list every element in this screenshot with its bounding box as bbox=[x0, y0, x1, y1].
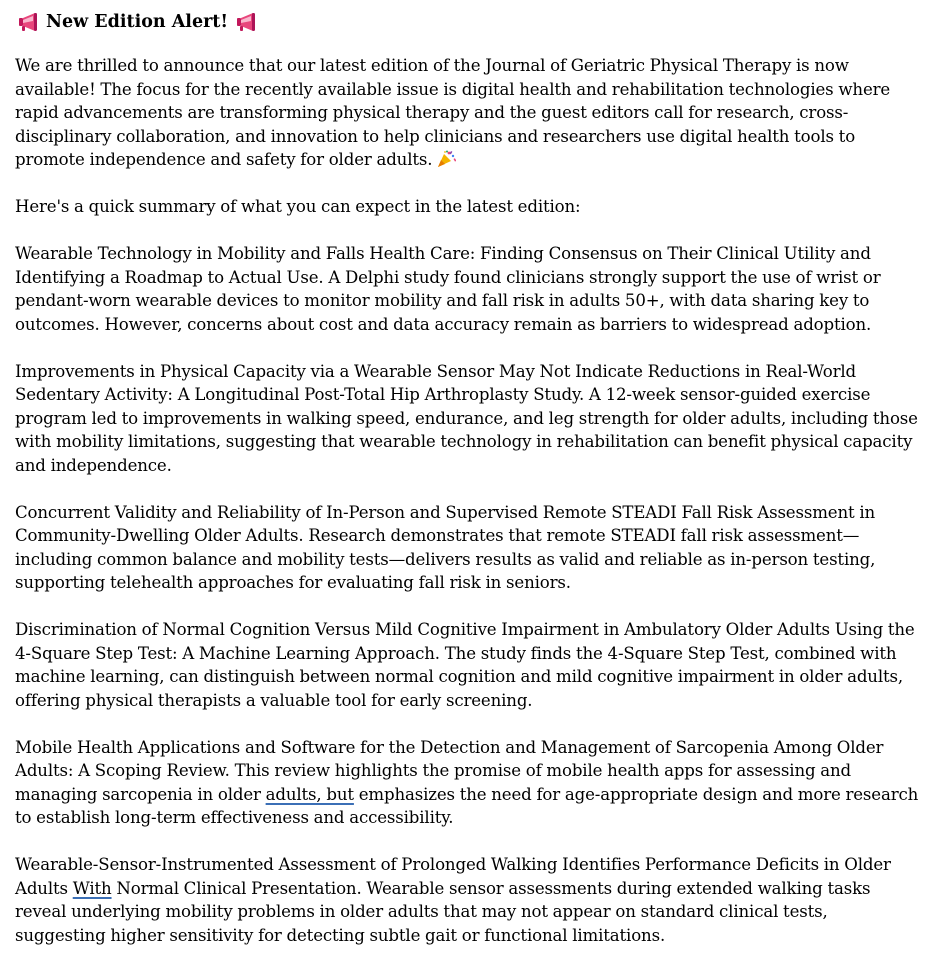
article-summary: Improvements in Physical Capacity via a Wearable Sensor May Not Indicate Reductions in Real-World Sedentary Activity: A Longitudinal Post-Total Hip Arthroplasty Study. A 12-week sensor-guided exercise program led to improvements in walking speed, endurance, and leg strength for older adults, including those with mobility limitations, suggesting that wearable technology in rehabilitation can benefit physical capacity and independence. bbox=[15, 361, 918, 475]
article-text-start: Wearable-Sensor-Instrumented Assessment of Prolonged Walking Identifies Performance Deficits in Older Adults bbox=[15, 855, 891, 898]
grammar-flag[interactable]: With bbox=[72, 878, 112, 898]
article-text-start: Mobile Health Applications and Software for the Detection and Management of Sarcopenia Among Older Adults: A Scoping Review. This review highlights the promise of mobile health apps for assessing and managing sarcopenia in older bbox=[15, 737, 884, 804]
grammar-flag[interactable]: adults, but bbox=[265, 784, 354, 804]
article-summary: Wearable Technology in Mobility and Falls Health Care: Finding Consensus on Their Clinical Utility and Identifying a Roadmap to Actual Use. A Delphi study found clinicians strongly support the use of wrist or pendant-worn wearable devices to monitor mobility and fall risk in adults 50+, with data sharing key to outcomes. However, concerns about cost and data accuracy remain as barriers to widespread adoption. bbox=[15, 244, 881, 334]
article-summary: Concurrent Validity and Reliability of In-Person and Supervised Remote STEADI Fall Risk Assessment in Community-Dwelling Older Adults. Research demonstrates that remote STEADI fall risk assessment—including common balance and mobility tests—delivers results as valid and reliable as in-person testing, supporting telehealth approaches for evaluating fall risk in seniors. bbox=[15, 502, 876, 592]
title-text: New Edition Alert! bbox=[46, 12, 229, 32]
party-popper-icon bbox=[436, 150, 456, 168]
announcement-title bbox=[17, 8, 922, 36]
intro-paragraph bbox=[15, 54, 922, 172]
intro-text: We are thrilled to announce that our latest edition of the Journal of Geriatric Physical Therapy is now available! The focus for the recently available issue is digital health and rehabilitation technologies where rapid advancements are transforming physical therapy and the guest editors call for research, cross-disciplinary collaboration, and innovation to help clinicians and researchers use digital health tools to promote independence and safety for older adults. bbox=[15, 56, 891, 169]
article-summary bbox=[15, 736, 922, 830]
article-text-end: emphasizes the need for age-appropriate design and more research to establish long-term effectiveness and accessibility. bbox=[15, 784, 919, 827]
article-summary bbox=[15, 853, 922, 947]
megaphone-icon bbox=[17, 12, 39, 32]
summary-lead: Here's a quick summary of what you can expect in the latest edition: bbox=[15, 197, 581, 216]
article-summary: Discrimination of Normal Cognition Versus Mild Cognitive Impairment in Ambulatory Older Adults Using the 4-Square Step Test: A Machine Learning Approach. The study finds the 4-Square Step Test, combined with machine learning, can distinguish between normal cognition and mild cognitive impairment in older adults, offering physical therapists a valuable tool for early screening. bbox=[15, 620, 915, 710]
article-text-end: Normal Clinical Presentation. Wearable sensor assessments during extended walking tasks reveal underlying mobility problems in older adults that may not appear on standard clinical tests, suggesting higher sensitivity for detecting subtle gait or functional limitations. bbox=[15, 878, 871, 945]
megaphone-icon bbox=[235, 12, 257, 32]
